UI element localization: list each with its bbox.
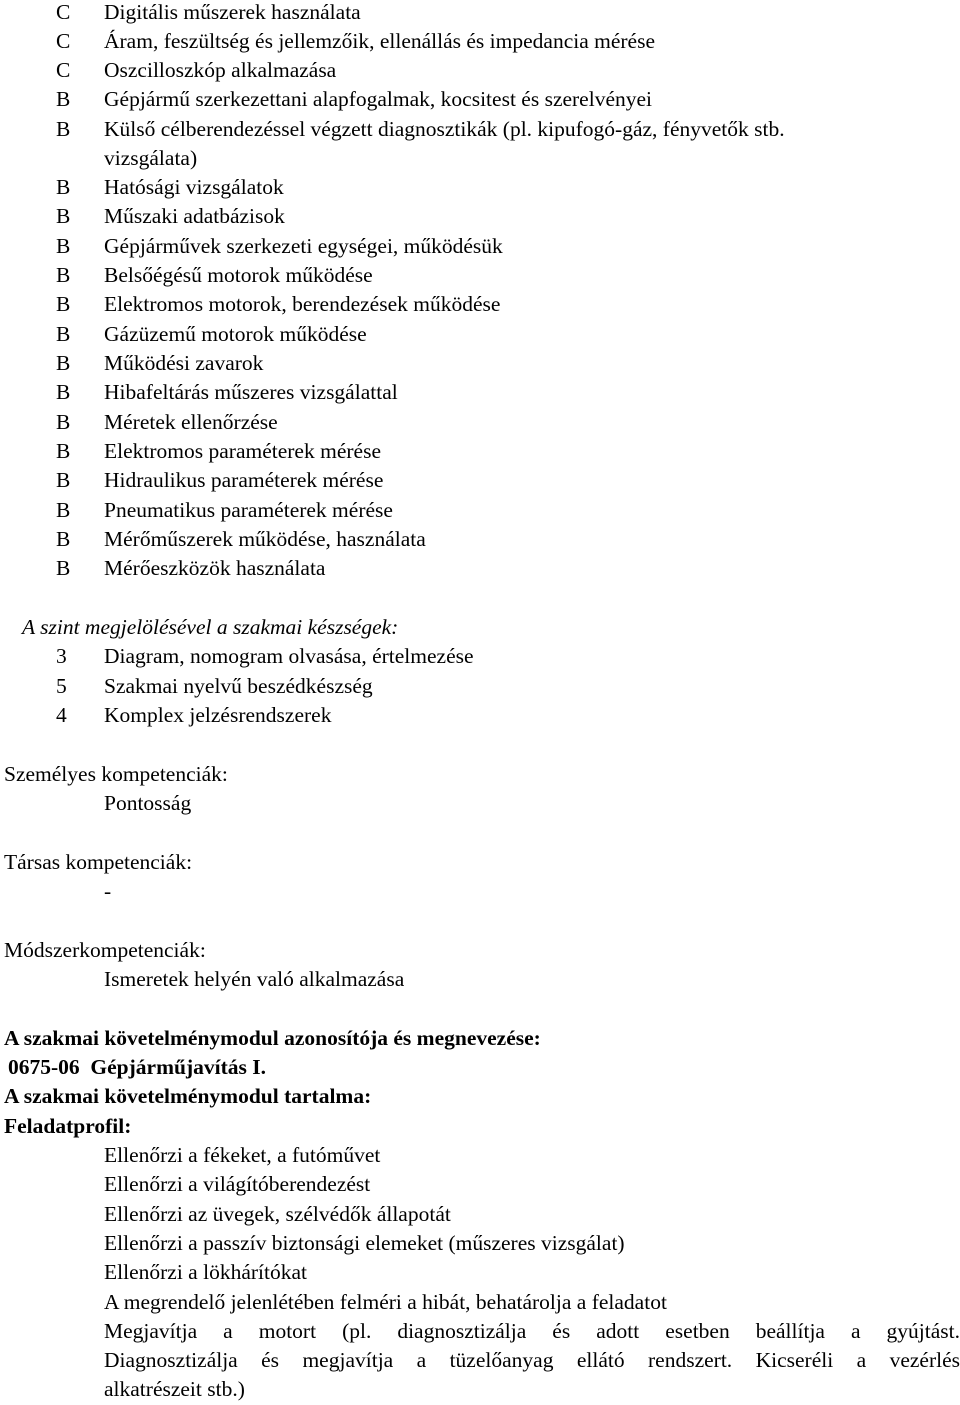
list-item — [0, 408, 960, 437]
task-text: Ellenőrzi a lökhárítókat — [104, 1260, 307, 1284]
task-text: Ellenőrzi a világítóberendezést — [104, 1172, 371, 1196]
task-item-multiline — [0, 1346, 960, 1375]
item-text: Gépjármű szerkezettani alapfogalmak, kocsitest és szerelvényei — [104, 87, 653, 111]
list-item — [0, 173, 960, 202]
task-text-line: Megjavítja a motort (pl. diagnosztizálja és adott esetben beállítja a gyújtást. — [104, 1319, 960, 1343]
item-text: Elektromos paraméterek mérése — [104, 439, 381, 463]
item-text: Méretek ellenőrzése — [104, 410, 278, 434]
item-text: Pneumatikus paraméterek mérése — [104, 498, 393, 522]
item-text: Mérőműszerek működése, használata — [104, 527, 426, 551]
social-competence-label: Társas kompetenciák: — [4, 850, 193, 874]
level-code: B — [56, 410, 71, 434]
task-text: Ellenőrzi az üvegek, szélvédők állapotát — [104, 1202, 451, 1226]
task-item — [0, 1141, 960, 1170]
skill-item — [0, 701, 960, 730]
module-id-heading: A szakmai követelménymodul azonosítója és megnevezése: — [4, 1026, 541, 1050]
social-competence-value-row — [0, 877, 960, 906]
skill-level: 3 — [56, 644, 67, 668]
method-competence-label-row — [0, 936, 960, 965]
item-text: Műszaki adatbázisok — [104, 204, 285, 228]
level-code: B — [56, 87, 71, 111]
level-code: B — [56, 498, 71, 522]
method-competence-label: Módszerkompetenciák: — [4, 938, 206, 962]
list-item — [0, 56, 960, 85]
task-item — [0, 1229, 960, 1258]
module-id-heading-row — [0, 1024, 960, 1053]
level-code: C — [56, 29, 71, 53]
skill-level: 4 — [56, 703, 67, 727]
list-item — [0, 378, 960, 407]
list-item — [0, 554, 960, 583]
task-item — [0, 1170, 960, 1199]
method-competence-value: Ismeretek helyén való alkalmazása — [104, 967, 405, 991]
level-code: B — [56, 234, 71, 258]
level-code: B — [56, 468, 71, 492]
list-item — [0, 232, 960, 261]
task-item-multiline — [0, 1375, 960, 1404]
level-code: B — [56, 380, 71, 404]
list-item — [0, 261, 960, 290]
task-item — [0, 1200, 960, 1229]
personal-competence-label-row — [0, 760, 960, 789]
item-text: Áram, feszültség és jellemzőik, ellenállás és impedancia mérése — [104, 29, 656, 53]
level-code: B — [56, 556, 71, 580]
item-text: Hidraulikus paraméterek mérése — [104, 468, 384, 492]
item-text-continuation: vizsgálata) — [104, 146, 198, 170]
level-code: B — [56, 175, 71, 199]
item-text: Belsőégésű motorok működése — [104, 263, 373, 287]
item-text: Gázüzemű motorok működése — [104, 322, 367, 346]
item-text: Hibafeltárás műszeres vizsgálattal — [104, 380, 398, 404]
skill-level: 5 — [56, 674, 67, 698]
list-item — [0, 320, 960, 349]
task-item-multiline — [0, 1317, 960, 1346]
skill-text: Diagram, nomogram olvasása, értelmezése — [104, 644, 474, 668]
personal-competence-value-row — [0, 789, 960, 818]
profile-heading-row — [0, 1112, 960, 1141]
item-text: Külső célberendezéssel végzett diagnosztikák (pl. kipufogó-gáz, fényvetők stb. — [104, 117, 785, 141]
level-code: B — [56, 204, 71, 228]
list-item — [0, 466, 960, 495]
module-id-value: 0675-06 Gépjárműjavítás I. — [8, 1055, 266, 1079]
level-code: B — [56, 351, 71, 375]
item-text: Működési zavarok — [104, 351, 264, 375]
personal-competence-value: Pontosság — [104, 791, 192, 815]
skill-item — [0, 642, 960, 671]
list-item-continuation — [0, 144, 960, 173]
list-item — [0, 202, 960, 231]
module-content-heading-row — [0, 1082, 960, 1111]
module-id-value-row — [0, 1053, 960, 1082]
level-code: B — [56, 117, 71, 141]
item-text: Hatósági vizsgálatok — [104, 175, 284, 199]
level-code: C — [56, 58, 71, 82]
skill-text: Komplex jelzésrendszerek — [104, 703, 332, 727]
item-text: Gépjárművek szerkezeti egységei, működésük — [104, 234, 503, 258]
skill-item — [0, 672, 960, 701]
task-text-line: alkatrészeit stb.) — [104, 1377, 245, 1401]
personal-competence-label: Személyes kompetenciák: — [4, 762, 228, 786]
list-item — [0, 85, 960, 114]
task-text: Ellenőrzi a fékeket, a futóművet — [104, 1143, 381, 1167]
list-item — [0, 115, 960, 144]
level-code: B — [56, 322, 71, 346]
level-code: B — [56, 527, 71, 551]
task-text: A megrendelő jelenlétében felméri a hibát, behatárolja a feladatot — [104, 1290, 667, 1314]
item-text: Oszcilloszkóp alkalmazása — [104, 58, 337, 82]
profile-heading: Feladatprofil: — [4, 1114, 132, 1138]
skills-heading-row — [0, 613, 960, 642]
item-text: Digitális műszerek használata — [104, 0, 361, 24]
social-competence-label-row — [0, 848, 960, 877]
level-code: B — [56, 292, 71, 316]
task-text: Ellenőrzi a passzív biztonsági elemeket (műszeres vizsgálat) — [104, 1231, 625, 1255]
list-item — [0, 349, 960, 378]
list-item — [0, 496, 960, 525]
item-text: Elektromos motorok, berendezések működése — [104, 292, 501, 316]
list-item — [0, 290, 960, 319]
level-code: C — [56, 0, 71, 24]
level-code: B — [56, 439, 71, 463]
task-text-line: Diagnosztizálja és megjavítja a tüzelőanyag ellátó rendszert. Kicseréli a vezérlés — [104, 1348, 960, 1372]
task-item — [0, 1258, 960, 1287]
social-competence-value: - — [104, 879, 112, 903]
method-competence-value-row — [0, 965, 960, 994]
task-item — [0, 1288, 960, 1317]
item-text: Mérőeszközök használata — [104, 556, 326, 580]
skill-text: Szakmai nyelvű beszédkészség — [104, 674, 373, 698]
list-item — [0, 525, 960, 554]
level-code: B — [56, 263, 71, 287]
module-content-heading: A szakmai követelménymodul tartalma: — [4, 1084, 372, 1108]
list-item — [0, 27, 960, 56]
list-item — [0, 437, 960, 466]
skills-heading: A szint megjelölésével a szakmai készségek: — [22, 615, 399, 639]
list-item — [0, 0, 960, 27]
